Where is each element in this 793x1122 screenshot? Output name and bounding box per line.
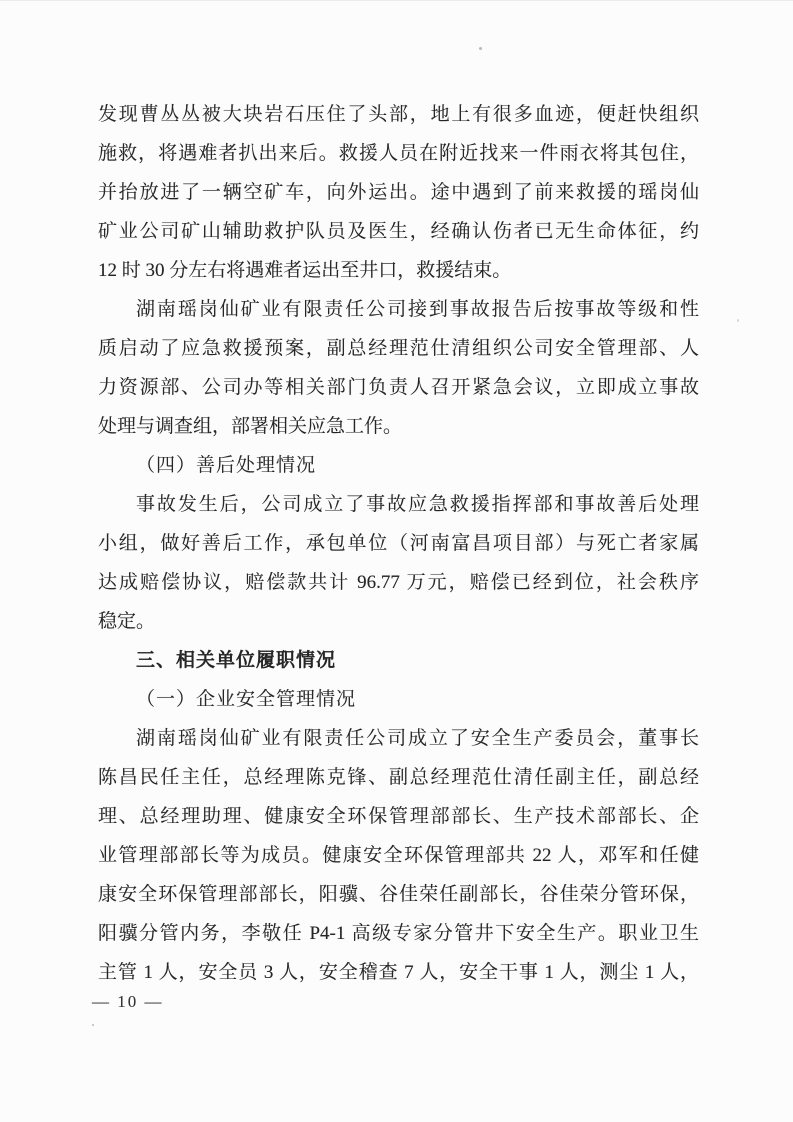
text-line: 阳骥分管内务，李敬任 P4-1 高级专家分管井下安全生产。职业卫生: [98, 923, 699, 944]
text-line: 力资源部、公司办等相关部门负责人召开紧急会议，立即成立事故: [98, 377, 699, 398]
text-line: 陈昌民任主任，总经理陈克锋、副总经理范仕清任副主任，副总经: [98, 767, 699, 788]
text-line: 康安全环保管理部部长，阳骥、谷佳荣任副部长，谷佳荣分管环保，: [98, 884, 699, 905]
text-line: 湖南瑶岗仙矿业有限责任公司接到事故报告后按事故等级和性: [136, 299, 699, 320]
text-line: 质启动了应急救援预案，副总经理范仕清组织公司安全管理部、人: [98, 338, 699, 359]
text-line: 并抬放进了一辆空矿车，向外运出。途中遇到了前来救援的瑶岗仙: [98, 182, 699, 203]
page-footer: [92, 992, 164, 1012]
text-line: 处理与调查组，部署相关应急工作。: [98, 416, 403, 437]
text-line: 湖南瑶岗仙矿业有限责任公司成立了安全生产委员会，董事长: [136, 728, 699, 749]
text-line: 稳定。: [98, 611, 156, 632]
heading-line: （四）善后处理情况: [136, 455, 317, 476]
text-line: 12 时 30 分左右将遇难者运出至井口，救援结束。: [98, 260, 512, 281]
document-lines: [98, 95, 699, 992]
text-line: 小组，做好善后工作，承包单位（河南富昌项目部）与死亡者家属: [98, 533, 699, 554]
scan-speck: [92, 1024, 94, 1026]
page-number: — 10 —: [92, 992, 164, 1011]
text-line: 事故发生后，公司成立了事故应急救援指挥部和事故善后处理: [136, 494, 699, 515]
heading-line: （一）企业安全管理情况: [136, 689, 357, 710]
text-line: 主管 1 人，安全员 3 人，安全稽查 7 人，安全干事 1 人，测尘 1 人，: [98, 962, 699, 983]
text-line: 业管理部部长等为成员。健康安全环保管理部共 22 人，邓军和任健: [98, 845, 699, 866]
scan-speck: [479, 47, 482, 50]
scan-speck: [737, 319, 739, 322]
text-line: 理、总经理助理、健康安全环保管理部部长、生产技术部部长、企: [98, 806, 699, 827]
text-line: 发现曹丛丛被大块岩石压住了头部，地上有很多血迹，便赶快组织: [98, 104, 699, 125]
heading-line: 三、相关单位履职情况: [136, 650, 337, 671]
text-line: 达成赔偿协议，赔偿款共计 96.77 万元，赔偿已经到位，社会秩序: [98, 572, 699, 593]
text-line: 矿业公司矿山辅助救护队员及医生，经确认伤者已无生命体征，约: [98, 221, 699, 242]
text-line: 施救，将遇难者扒出来后。救援人员在附近找来一件雨衣将其包住，: [98, 143, 699, 164]
